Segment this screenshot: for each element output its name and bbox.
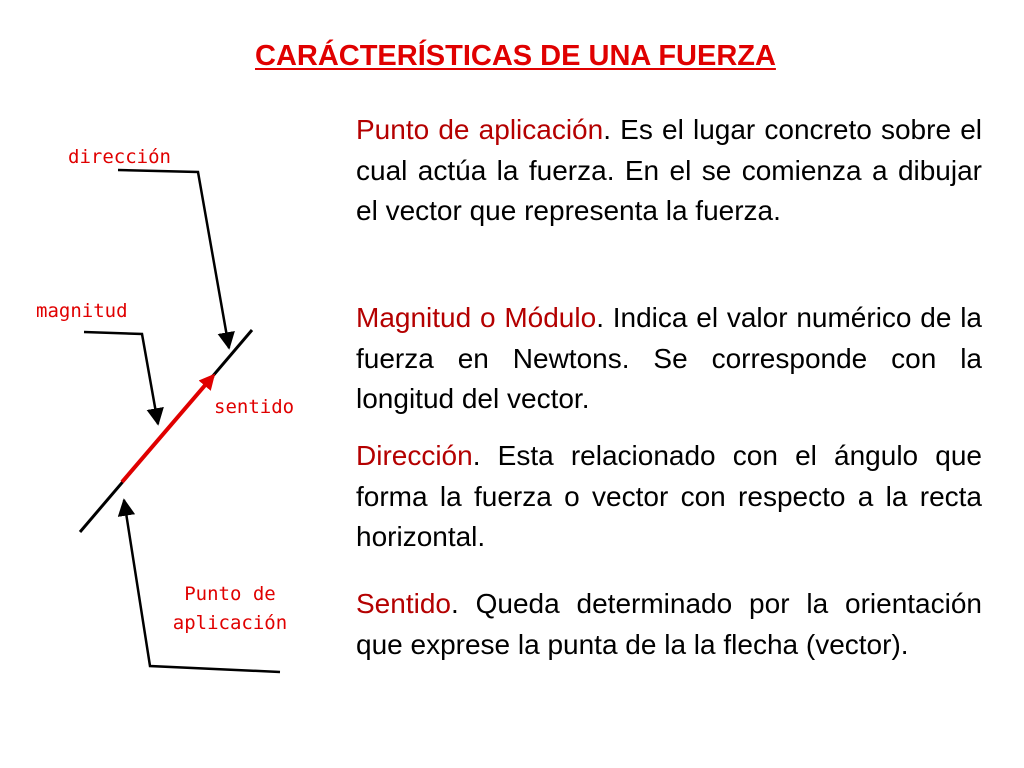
label-sentido: sentido xyxy=(214,396,295,418)
text-punto-aplicacion: . Es el lugar concreto sobre el cual actúa la fuerza. En el se comienza a dibujar el vector que representa la fuerza. xyxy=(356,114,982,226)
label-magnitud: magnitud xyxy=(36,300,128,322)
label-punto-line2: aplicación xyxy=(172,612,288,634)
term-punto-aplicacion: Punto de aplicación xyxy=(356,114,604,145)
force-diagram xyxy=(0,0,340,768)
force-vector-arrow xyxy=(122,376,213,482)
label-punto-line1: Punto de xyxy=(184,583,276,605)
text-sentido: . Queda determinado por la orientación que exprese la punta de la la flecha (vector). xyxy=(356,588,982,660)
paragraph-direccion xyxy=(356,436,982,558)
pointer-magnitud-arrow xyxy=(84,332,158,424)
text-magnitud: . Indica el valor numérico de la fuerza en Newtons. Se corresponde con la longitud del vector. xyxy=(356,302,983,414)
paragraph-magnitud xyxy=(356,298,982,420)
paragraph-sentido xyxy=(356,584,982,665)
page-title: CARÁCTERÍSTICAS DE UNA FUERZA xyxy=(255,40,776,72)
text-direccion: . Esta relacionado con el ángulo que forma la fuerza o vector con respecto a la recta horizontal. xyxy=(356,440,982,552)
pointer-direccion-arrow xyxy=(118,170,229,348)
term-magnitud: Magnitud o Módulo xyxy=(356,302,597,333)
term-direccion: Dirección xyxy=(356,440,473,471)
paragraph-punto-aplicacion xyxy=(356,110,982,232)
label-direccion: dirección xyxy=(68,146,171,168)
label-punto-aplicacion xyxy=(150,580,310,638)
term-sentido: Sentido xyxy=(356,588,451,619)
